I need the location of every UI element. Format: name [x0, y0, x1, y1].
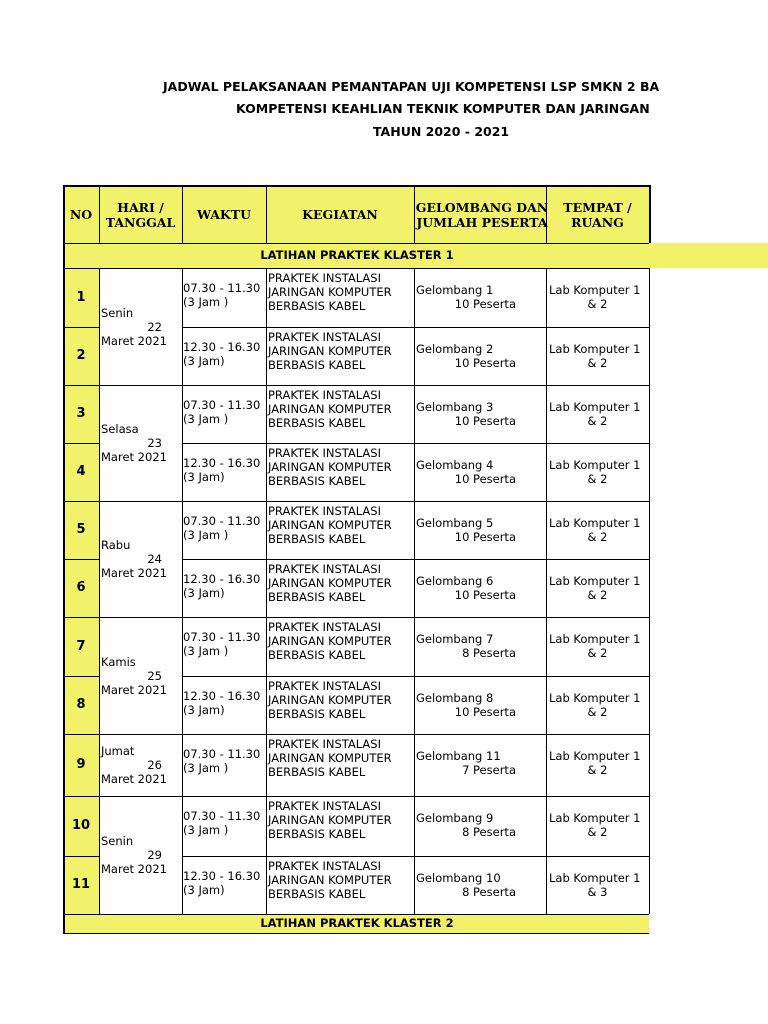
row-durasi: (3 Jam) — [183, 703, 225, 717]
row-kegiatan-line: BERBASIS KABEL — [268, 532, 366, 546]
row-kegiatan-line: JARINGAN KOMPUTER — [268, 813, 392, 827]
row-sep-rest — [182, 676, 649, 677]
row-tempat: Lab Komputer 1 — [549, 283, 641, 297]
row-kegiatan-line: PRAKTEK INSTALASI — [268, 504, 381, 518]
row-number: 4 — [76, 464, 86, 479]
row-kegiatan-line: BERBASIS KABEL — [268, 358, 366, 372]
row-tempat-2: & 2 — [587, 763, 608, 777]
row-kegiatan-line: PRAKTEK INSTALASI — [268, 737, 381, 751]
title-line-3: TAHUN 2020 - 2021 — [373, 124, 510, 139]
row-tempat: Lab Komputer 1 — [549, 400, 641, 414]
row-waktu: 12.30 - 16.30 — [183, 456, 261, 470]
row-tempat: Lab Komputer 1 — [549, 574, 641, 588]
row-tempat-2: & 3 — [587, 885, 608, 899]
row-sep-no — [63, 501, 99, 502]
row-tempat-2: & 2 — [587, 297, 608, 311]
row-sep-no — [63, 327, 99, 328]
row-waktu: 12.30 - 16.30 — [183, 689, 261, 703]
day-name: Rabu — [101, 538, 131, 552]
header-waktu: WAKTU — [196, 207, 251, 222]
row-tempat: Lab Komputer 1 — [549, 632, 641, 646]
row-waktu: 07.30 - 11.30 — [183, 398, 261, 412]
row-number: 10 — [71, 818, 91, 833]
row-sep-rest — [182, 443, 649, 444]
row-kegiatan-line: JARINGAN KOMPUTER — [268, 634, 392, 648]
row-number: 2 — [76, 348, 86, 363]
row-kegiatan-line: JARINGAN KOMPUTER — [268, 576, 392, 590]
row-sep-no — [63, 856, 99, 857]
klaster-1-bottom-border — [63, 268, 649, 269]
row-waktu: 07.30 - 11.30 — [183, 630, 261, 644]
row-waktu: 12.30 - 16.30 — [183, 340, 261, 354]
day-name: Selasa — [101, 422, 139, 436]
day-date: 22 — [147, 319, 162, 334]
row-sep-no — [63, 443, 99, 444]
body-col-sep — [99, 268, 100, 914]
row-tempat: Lab Komputer 1 — [549, 811, 641, 825]
row-kegiatan-line: JARINGAN KOMPUTER — [268, 693, 392, 707]
row-kegiatan-line: PRAKTEK INSTALASI — [268, 799, 381, 813]
row-peserta: 10 Peserta — [454, 297, 516, 311]
row-number: 8 — [76, 697, 86, 712]
row-kegiatan-line: BERBASIS KABEL — [268, 416, 366, 430]
day-month: Maret 2021 — [101, 333, 167, 348]
body-col-sep — [266, 268, 267, 914]
row-kegiatan-line: BERBASIS KABEL — [268, 590, 366, 604]
row-tempat: Lab Komputer 1 — [549, 342, 641, 356]
row-kegiatan-line: JARINGAN KOMPUTER — [268, 518, 392, 532]
day-date: 26 — [147, 758, 162, 772]
row-kegiatan-line: BERBASIS KABEL — [268, 299, 366, 313]
row-durasi: (3 Jam) — [183, 883, 225, 897]
title-line-2: KOMPETENSI KEAHLIAN TEKNIK KOMPUTER DAN JARINGAN — [236, 101, 650, 116]
row-kegiatan-line: BERBASIS KABEL — [268, 887, 366, 901]
row-tempat-2: & 2 — [587, 646, 608, 660]
row-tempat: Lab Komputer 1 — [549, 871, 641, 885]
day-date: 29 — [147, 848, 162, 862]
row-kegiatan-line: PRAKTEK INSTALASI — [268, 446, 381, 460]
row-gelombang: Gelombang 2 — [416, 342, 494, 356]
row-gelombang: Gelombang 3 — [416, 400, 494, 414]
row-sep-day — [99, 617, 182, 618]
day-date: 24 — [147, 552, 162, 566]
row-sep-no — [63, 676, 99, 677]
klaster-1-label: LATIHAN PRAKTEK KLASTER 1 — [260, 248, 454, 262]
row-tempat-2: & 2 — [587, 472, 608, 486]
header-jumlah-peserta: JUMLAH PESERTA — [416, 215, 548, 230]
row-sep-no — [63, 796, 99, 797]
row-tempat-2: & 2 — [587, 825, 608, 839]
row-gelombang: Gelombang 8 — [416, 691, 494, 705]
row-durasi: (3 Jam ) — [183, 528, 229, 542]
row-sep-day — [99, 734, 182, 735]
row-sep-no — [63, 617, 99, 618]
row-kegiatan-line: JARINGAN KOMPUTER — [268, 751, 392, 765]
row-kegiatan-line: BERBASIS KABEL — [268, 648, 366, 662]
row-gelombang: Gelombang 11 — [416, 749, 501, 763]
row-tempat: Lab Komputer 1 — [549, 749, 641, 763]
table-right-border — [649, 185, 651, 243]
row-peserta: 10 Peserta — [454, 356, 516, 370]
row-sep-rest — [182, 385, 649, 386]
row-sep-no — [63, 734, 99, 735]
row-tempat-2: & 2 — [587, 356, 608, 370]
row-kegiatan-line: PRAKTEK INSTALASI — [268, 562, 381, 576]
row-peserta: 8 Peserta — [462, 646, 516, 660]
row-gelombang: Gelombang 10 — [416, 871, 501, 885]
row-waktu: 07.30 - 11.30 — [183, 281, 261, 295]
header-tempat: TEMPAT / — [563, 200, 632, 215]
row-tempat-2: & 2 — [587, 588, 608, 602]
row-durasi: (3 Jam) — [183, 470, 225, 484]
day-date: 25 — [147, 668, 162, 683]
row-kegiatan-line: BERBASIS KABEL — [268, 827, 366, 841]
row-kegiatan-line: JARINGAN KOMPUTER — [268, 285, 392, 299]
row-gelombang: Gelombang 5 — [416, 516, 494, 530]
header-kegiatan: KEGIATAN — [302, 207, 378, 222]
row-peserta: 8 Peserta — [462, 825, 516, 839]
body-col-sep — [649, 268, 650, 914]
row-number: 9 — [76, 757, 86, 772]
row-sep-rest — [182, 856, 649, 857]
row-sep-rest — [182, 617, 649, 618]
row-tempat: Lab Komputer 1 — [549, 458, 641, 472]
table-bottom-border — [63, 933, 649, 934]
row-sep-rest — [182, 796, 649, 797]
row-gelombang: Gelombang 4 — [416, 458, 494, 472]
row-peserta: 10 Peserta — [454, 588, 516, 602]
day-name: Jumat — [101, 744, 135, 758]
day-date: 23 — [147, 436, 162, 450]
row-peserta: 10 Peserta — [454, 530, 516, 544]
row-tempat: Lab Komputer 1 — [549, 691, 641, 705]
row-peserta: 10 Peserta — [454, 414, 516, 428]
row-kegiatan-line: JARINGAN KOMPUTER — [268, 402, 392, 416]
row-kegiatan-line: JARINGAN KOMPUTER — [268, 460, 392, 474]
row-durasi: (3 Jam) — [183, 354, 225, 368]
title-line-1: JADWAL PELAKSANAAN PEMANTAPAN UJI KOMPETENSI LSP SMKN 2 BA — [163, 79, 660, 94]
row-tempat: Lab Komputer 1 — [549, 516, 641, 530]
klaster-2-label: LATIHAN PRAKTEK KLASTER 2 — [260, 916, 454, 930]
row-kegiatan-line: PRAKTEK INSTALASI — [268, 679, 381, 693]
row-kegiatan-line: BERBASIS KABEL — [268, 474, 366, 488]
row-peserta: 7 Peserta — [462, 763, 516, 777]
row-tempat-2: & 2 — [587, 414, 608, 428]
header-no: NO — [69, 207, 93, 222]
day-month: Maret 2021 — [101, 862, 167, 876]
row-durasi: (3 Jam ) — [183, 823, 229, 837]
row-number: 7 — [76, 638, 86, 654]
row-kegiatan-line: BERBASIS KABEL — [268, 707, 366, 721]
row-waktu: 07.30 - 11.30 — [183, 514, 261, 528]
header-ruang: RUANG — [571, 215, 624, 230]
row-waktu: 12.30 - 16.30 — [183, 869, 261, 883]
row-number: 5 — [76, 522, 86, 537]
row-sep-day — [99, 501, 182, 502]
table-top-border — [63, 185, 649, 187]
day-month: Maret 2021 — [101, 566, 167, 580]
header-gelombang: GELOMBANG DAN — [415, 200, 549, 215]
row-gelombang: Gelombang 1 — [416, 283, 494, 297]
row-number: 3 — [76, 406, 86, 421]
row-peserta: 8 Peserta — [462, 885, 516, 899]
row-peserta: 10 Peserta — [454, 705, 516, 719]
row-gelombang: Gelombang 7 — [416, 632, 494, 646]
row-sep-day — [99, 385, 182, 386]
day-month: Maret 2021 — [101, 682, 167, 697]
row-kegiatan-line: PRAKTEK INSTALASI — [268, 271, 381, 285]
row-sep-day — [99, 796, 182, 797]
row-sep-no — [63, 385, 99, 386]
row-durasi: (3 Jam ) — [183, 761, 229, 775]
row-kegiatan-line: PRAKTEK INSTALASI — [268, 330, 381, 344]
row-durasi: (3 Jam ) — [183, 412, 229, 426]
row-waktu: 07.30 - 11.30 — [183, 747, 261, 761]
row-durasi: (3 Jam ) — [183, 644, 229, 658]
row-durasi: (3 Jam) — [183, 586, 225, 600]
row-sep-rest — [182, 559, 649, 560]
klaster-2-top-border — [63, 914, 649, 915]
row-tempat-2: & 2 — [587, 530, 608, 544]
row-kegiatan-line: PRAKTEK INSTALASI — [268, 388, 381, 402]
row-number: 6 — [76, 580, 86, 595]
row-sep-no — [63, 559, 99, 560]
day-name: Senin — [101, 305, 134, 320]
row-waktu: 07.30 - 11.30 — [183, 809, 261, 823]
day-name: Senin — [101, 834, 134, 848]
row-number: 11 — [71, 877, 91, 892]
row-kegiatan-line: BERBASIS KABEL — [268, 765, 366, 779]
day-month: Maret 2021 — [101, 772, 167, 786]
row-sep-rest — [182, 734, 649, 735]
row-kegiatan-line: JARINGAN KOMPUTER — [268, 873, 392, 887]
row-kegiatan-line: PRAKTEK INSTALASI — [268, 620, 381, 634]
row-peserta: 10 Peserta — [454, 472, 516, 486]
row-kegiatan-line: PRAKTEK INSTALASI — [268, 859, 381, 873]
day-month: Maret 2021 — [101, 450, 167, 464]
row-gelombang: Gelombang 6 — [416, 574, 494, 588]
row-number: 1 — [76, 289, 86, 305]
row-sep-rest — [182, 327, 649, 328]
row-kegiatan-line: JARINGAN KOMPUTER — [268, 344, 392, 358]
header-bottom-border — [63, 243, 649, 244]
row-sep-rest — [182, 501, 649, 502]
header-tanggal: TANGGAL — [105, 215, 176, 230]
row-gelombang: Gelombang 9 — [416, 811, 494, 825]
row-tempat-2: & 2 — [587, 705, 608, 719]
row-durasi: (3 Jam ) — [183, 295, 229, 309]
day-name: Kamis — [101, 654, 136, 669]
row-waktu: 12.30 - 16.30 — [183, 572, 261, 586]
header-hari: HARI / — [117, 200, 164, 215]
